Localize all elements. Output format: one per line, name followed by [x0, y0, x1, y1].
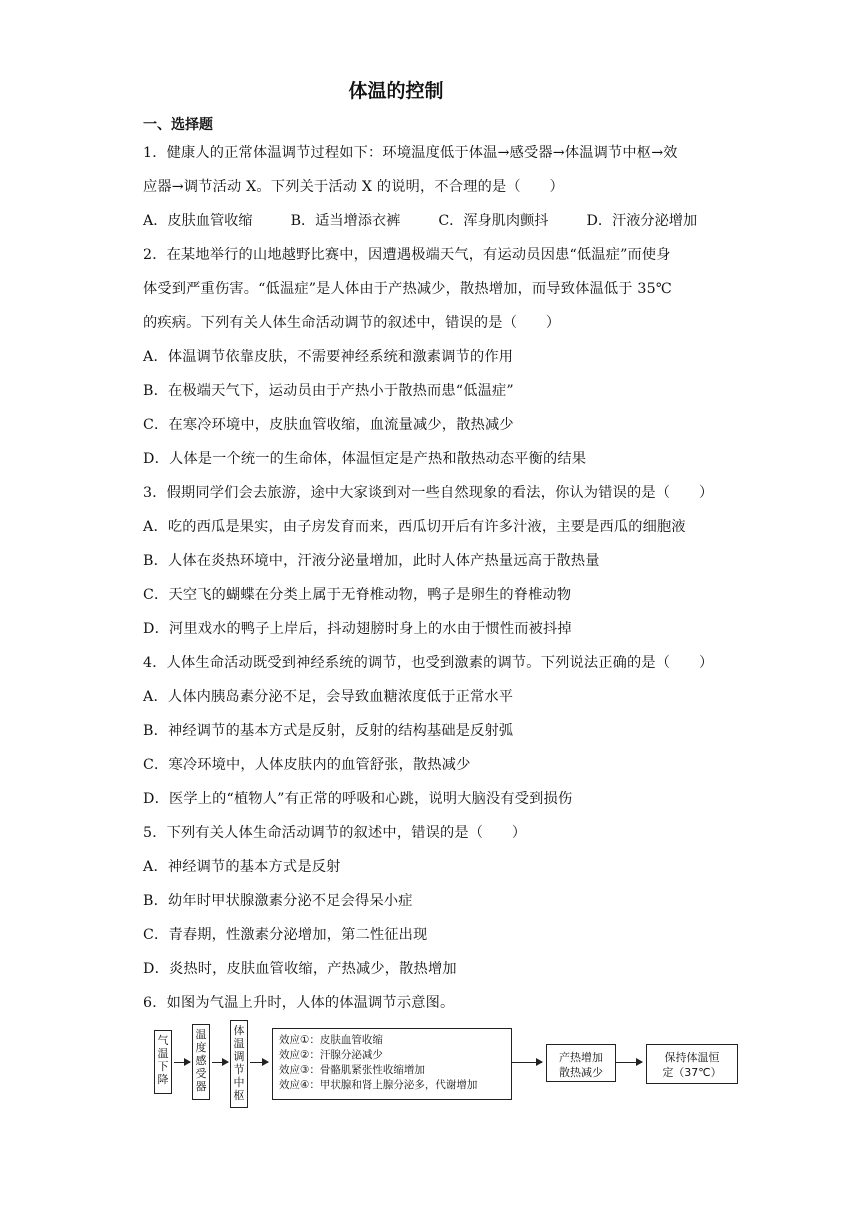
diagram-char: 体 [233, 1024, 245, 1037]
q3-option-d: D．河里戏水的鸭子上岸后，抖动翅膀时身上的水由于惯性而被抖掉 [143, 621, 572, 637]
q2-option-b: B．在极端天气下，运动员由于产热小于散热而患“低温症” [143, 383, 514, 399]
diagram-result-line: 定（37℃） [662, 1066, 722, 1079]
q4-option-b: B．神经调节的基本方式是反射，反射的结构基础是反射弧 [143, 723, 514, 739]
diagram-char: 器 [195, 1080, 207, 1093]
q5-option-a: A．神经调节的基本方式是反射 [143, 859, 341, 875]
q1-stem-line2: 应器→调节活动 X。下列关于活动 X 的说明，不合理的是（ ） [143, 179, 564, 195]
q2-option-c: C．在寒冷环境中，皮肤血管收缩，血流量减少，散热减少 [143, 417, 514, 433]
diagram-char: 温 [195, 1028, 207, 1041]
diagram-box-temperature-drop [154, 1030, 172, 1094]
diagram-char: 温 [233, 1037, 245, 1050]
q2-option-d: D．人体是一个统一的生命体，体温恒定是产热和散热动态平衡的结果 [143, 451, 587, 467]
q1-option-a: A．皮肤血管收缩 [143, 213, 253, 229]
q5-option-d: D．炎热时，皮肤血管收缩，产热减少，散热增加 [143, 961, 457, 977]
diagram-char: 感 [195, 1054, 207, 1067]
diagram-char: 中 [233, 1076, 245, 1089]
diagram-arrow [212, 1062, 228, 1063]
diagram-effect-3: 效应③：骨骼肌紧张性收缩增加 [279, 1064, 425, 1076]
diagram-effects-box [272, 1028, 512, 1100]
diagram-char: 降 [157, 1073, 169, 1086]
q2-stem-line1: 2．在某地举行的山地越野比赛中，因遭遇极端天气，有运动员因患“低温症”而使身 [143, 247, 671, 263]
q3-option-b: B．人体在炎热环境中，汗液分泌量增加，此时人体产热量远高于散热量 [143, 553, 600, 569]
diagram-char: 下 [157, 1060, 169, 1073]
section-heading: 一、选择题 [143, 117, 213, 133]
diagram-box-stable-temperature [646, 1044, 738, 1084]
diagram-arrow [512, 1062, 542, 1063]
q1-option-b: B．适当增添衣裤 [290, 213, 401, 229]
q1-stem-line1: 1．健康人的正常体温调节过程如下：环境温度低于体温→感受器→体温调节中枢→效 [143, 145, 678, 161]
q3-option-a: A．吃的西瓜是果实，由子房发育而来，西瓜切开后有许多汁液，主要是西瓜的细胞液 [143, 519, 686, 535]
q2-stem-line2: 体受到严重伤害。“低温症”是人体由于产热减少，散热增加，而导致体温低于 35℃ [143, 281, 672, 297]
q1-option-d: D．汗液分泌增加 [586, 213, 698, 229]
diagram-char: 枢 [233, 1089, 245, 1102]
diagram-result-line: 产热增加 [559, 1051, 603, 1064]
q3-stem: 3．假期同学们会去旅游，途中大家谈到对一些自然现象的看法，你认为错误的是（ ） [143, 485, 714, 501]
diagram-char: 调 [233, 1050, 245, 1063]
diagram-arrow [250, 1062, 268, 1063]
diagram-char: 气 [157, 1034, 169, 1047]
q1-option-c: C．浑身肌肉颤抖 [438, 213, 549, 229]
diagram-arrow [616, 1062, 642, 1063]
diagram-char: 受 [195, 1067, 207, 1080]
diagram-arrow [174, 1062, 190, 1063]
diagram-result-line: 散热减少 [559, 1066, 603, 1079]
diagram-effect-2: 效应②：汗腺分泌减少 [279, 1049, 383, 1061]
page-title: 体温的控制 [348, 80, 444, 102]
diagram-box-thermoreceptor [192, 1024, 210, 1100]
thermoregulation-diagram [150, 1018, 740, 1110]
diagram-box-heat-result [546, 1044, 616, 1082]
q2-stem-line3: 的疾病。下列有关人体生命活动调节的叙述中，错误的是（ ） [143, 315, 561, 331]
diagram-char: 温 [157, 1047, 169, 1060]
diagram-box-thermoregulation-center [230, 1020, 248, 1108]
q3-option-c: C．天空飞的蝴蝶在分类上属于无脊椎动物，鸭子是卵生的脊椎动物 [143, 587, 572, 603]
q5-option-c: C．青春期，性激素分泌增加，第二性征出现 [143, 927, 428, 943]
q1-options [143, 210, 735, 230]
diagram-result-line: 保持体温恒 [664, 1051, 720, 1064]
diagram-effect-1: 效应①：皮肤血管收缩 [279, 1034, 383, 1046]
q5-option-b: B．幼年时甲状腺激素分泌不足会得呆小症 [143, 893, 413, 909]
q4-option-d: D．医学上的“植物人”有正常的呼吸和心跳，说明大脑没有受到损伤 [143, 791, 573, 807]
diagram-char: 度 [195, 1041, 207, 1054]
diagram-char: 节 [233, 1063, 245, 1076]
q4-option-a: A．人体内胰岛素分泌不足，会导致血糖浓度低于正常水平 [143, 689, 514, 705]
q4-option-c: C．寒冷环境中，人体皮肤内的血管舒张，散热减少 [143, 757, 471, 773]
q2-option-a: A．体温调节依靠皮肤，不需要神经系统和激素调节的作用 [143, 349, 514, 365]
q6-stem: 6．如图为气温上升时，人体的体温调节示意图。 [143, 995, 455, 1011]
q4-stem: 4．人体生命活动既受到神经系统的调节，也受到激素的调节。下列说法正确的是（ ） [143, 655, 714, 671]
diagram-effect-4: 效应④：甲状腺和肾上腺分泌多，代谢增加 [279, 1079, 478, 1091]
q5-stem: 5．下列有关人体生命活动调节的叙述中，错误的是（ ） [143, 825, 527, 841]
